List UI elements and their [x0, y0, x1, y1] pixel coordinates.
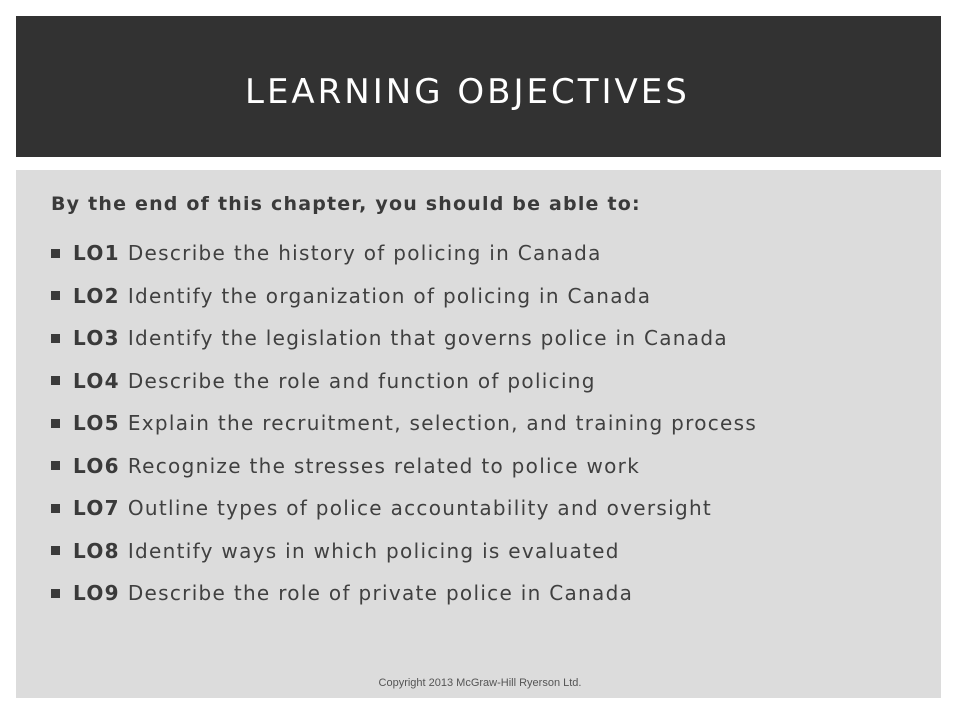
square-bullet-icon	[51, 249, 60, 258]
objective-code: LO4	[73, 368, 120, 393]
objective-code: LO7	[73, 496, 120, 521]
objective-text: Outline types of police accountability and oversight	[127, 496, 713, 521]
objective-item-lo9	[51, 572, 757, 615]
copyright-footer: Copyright 2013 McGraw-Hill Ryerson Ltd.	[378, 677, 582, 689]
objective-code: LO3	[73, 326, 120, 351]
objective-code: LO5	[73, 411, 120, 436]
objective-code: LO1	[73, 241, 120, 266]
objective-item-lo4	[51, 360, 757, 403]
square-bullet-icon	[51, 461, 60, 470]
square-bullet-icon	[51, 589, 60, 598]
objective-code: LO8	[73, 538, 120, 563]
square-bullet-icon	[51, 546, 60, 555]
intro-text: By the end of this chapter, you should be able to:	[51, 193, 641, 215]
objective-code: LO2	[73, 283, 120, 308]
square-bullet-icon	[51, 334, 60, 343]
square-bullet-icon	[51, 419, 60, 428]
objective-code: LO6	[73, 453, 120, 478]
objective-item-lo5	[51, 402, 757, 445]
objective-item-lo7	[51, 487, 757, 530]
objective-item-lo3	[51, 317, 757, 360]
objective-code: LO9	[73, 581, 120, 606]
objectives-list	[51, 232, 757, 615]
objective-text: Recognize the stresses related to police work	[127, 453, 641, 478]
square-bullet-icon	[51, 504, 60, 513]
objective-text: Describe the role of private police in Canada	[127, 581, 634, 606]
objective-text: Identify the organization of policing in Canada	[127, 283, 652, 308]
objective-item-lo6	[51, 445, 757, 488]
slide-title: LEARNING OBJECTIVES	[245, 72, 690, 112]
objective-text: Describe the role and function of policing	[127, 368, 596, 393]
objective-item-lo8	[51, 530, 757, 573]
objective-item-lo1	[51, 232, 757, 275]
objective-item-lo2	[51, 275, 757, 318]
objective-text: Explain the recruitment, selection, and training process	[127, 411, 758, 436]
square-bullet-icon	[51, 291, 60, 300]
objective-text: Identify ways in which policing is evaluated	[127, 538, 620, 563]
objective-text: Identify the legislation that governs police in Canada	[127, 326, 728, 351]
objective-text: Describe the history of policing in Canada	[127, 241, 602, 266]
square-bullet-icon	[51, 376, 60, 385]
